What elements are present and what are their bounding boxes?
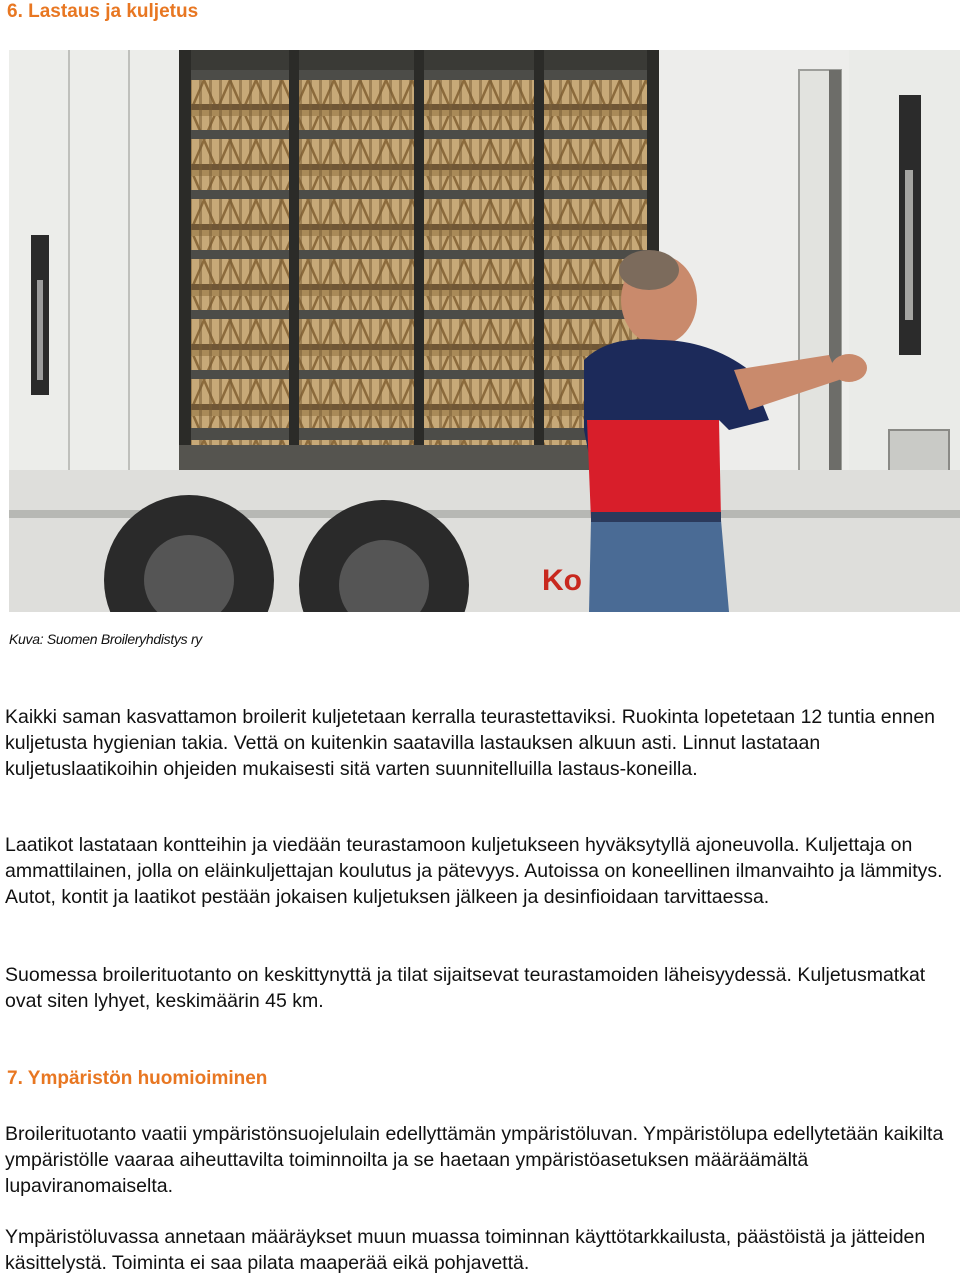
truck-logo-text: Ko	[542, 564, 582, 597]
section-6-heading: 6. Lastaus ja kuljetus	[7, 1, 199, 22]
paragraph: Laatikot lastataan kontteihin ja viedään teurastamoon kuljetukseen hyväksytyllä ajoneuvolla. Kuljettaja on ammattilainen, jolla on eläinkuljettajan koulutus ja pätevyys. Autoissa on koneellinen ilmanvaihto ja lämmitys. Autot, kontit ja laatikot pestään jokaisen kuljetuksen jälkeen ja desinfioidaan tarvittaessa.	[5, 834, 943, 908]
truck-loading-illustration	[9, 50, 960, 612]
section-7-heading: 7. Ympäristön huomioiminen	[7, 1068, 268, 1089]
paragraph: Ympäristöluvassa annetaan määräykset muun muassa toiminnan käyttötarkkailusta, päästöistä ja jätteiden käsittelystä. Toiminta ei saa pilata maaperää eikä pohjavettä.	[5, 1226, 926, 1274]
truck-loading-photo	[9, 50, 960, 612]
paragraph: Kaikki saman kasvattamon broilerit kuljetetaan kerralla teurastettaviksi. Ruokinta lopetetaan 12 tuntia ennen kuljetusta hygienian takia. Vettä on kuitenkin saatavilla lastauksen alkuun asti. Linnut lastataan kuljetuslaatikoihin ohjeiden mukaisesti sitä varten suunnitelluilla lastaus-koneilla.	[5, 706, 936, 780]
paragraph: Suomessa broilerituotanto on keskittynyttä ja tilat sijaitsevat teurastamoiden läheisyydessä. Kuljetusmatkat ovat siten lyhyet, keskimäärin 45 km.	[5, 964, 926, 1012]
photo-caption: Kuva: Suomen Broileryhdistys ry	[9, 631, 203, 647]
paragraph: Broilerituotanto vaatii ympäristönsuojelulain edellyttämän ympäristöluvan. Ympäristölupa edellytetään kaikilta ympäristölle vaaraa aiheuttavilta toiminnoilta ja se haetaan ympäristöasetuksen määräämältä lupaviranomaiselta.	[5, 1123, 944, 1197]
